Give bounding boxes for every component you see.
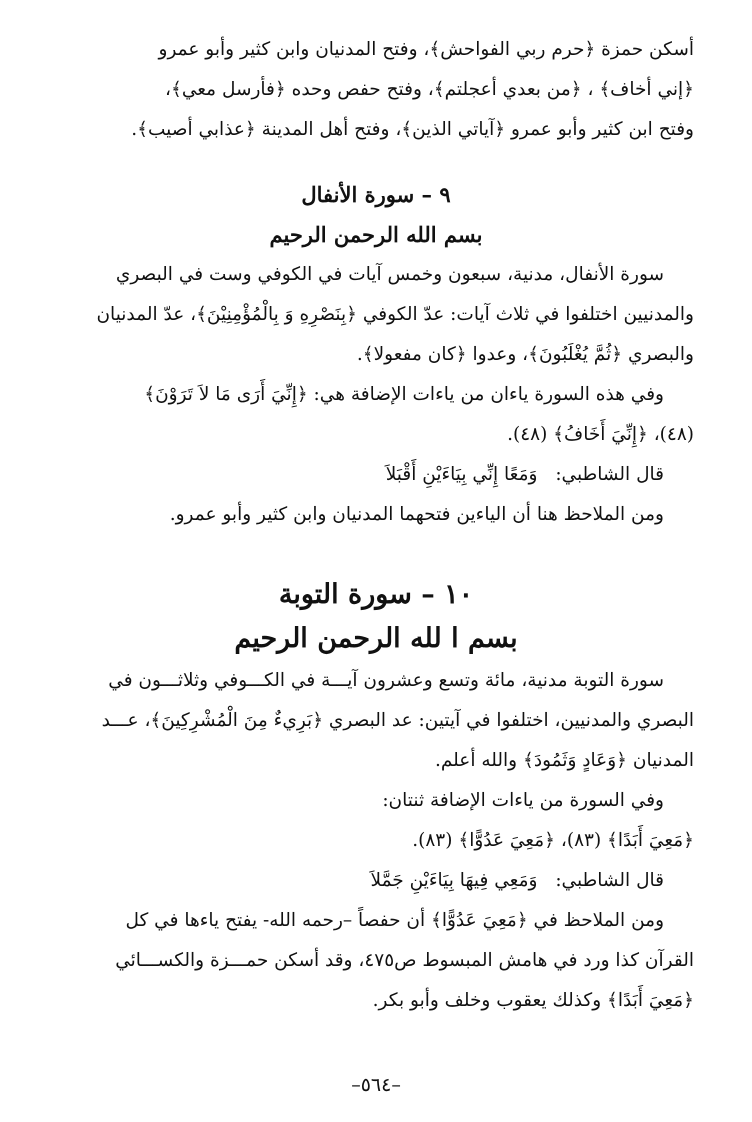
tawba-note xyxy=(58,901,694,1021)
intro-line: ﴿إني أخاف﴾ ، ﴿من بعدي أعجلتم﴾، وفتح حفص وحده ﴿فأرسل معي﴾، xyxy=(165,79,694,100)
tawba-line: البصري والمدنيين، اختلفوا في آيتين: عد البصري ﴿بَرِيءٌ مِنَ الْمُشْرِكِينَ﴾، عـــد xyxy=(101,710,694,731)
tawba-paragraph-1 xyxy=(58,661,694,781)
anfal-line: وفي هذه السورة ياءان من ياءات الإضافة هي: ﴿إِنِّيَ أَرَى مَا لاَ تَرَوْنَ﴾ xyxy=(144,384,664,405)
tawba-shatibi-quote xyxy=(58,861,694,901)
anfal-line: سورة الأنفال، مدنية، سبعون وخمس آيات في الكوفي وست في البصري xyxy=(115,264,664,285)
tawba-note-line: ﴿مَعِيَ أَبَدًا﴾ وكذلك يعقوب وخلف وأبو بكر. xyxy=(372,990,694,1011)
intro-line: أسكن حمزة ﴿حرم ربي الفواحش﴾، وفتح المدنيان وابن كثير وأبو عمرو xyxy=(158,39,694,60)
anfal-line: والبصري ﴿ثُمَّ يُغْلَبُونَ﴾، وعدوا ﴿كان مفعولا﴾. xyxy=(356,344,694,365)
shatibi-label: قال الشاطبي: xyxy=(555,870,664,891)
tawba-line: وفي السورة من ياءات الإضافة ثنتان: xyxy=(382,790,664,811)
intro-line: وفتح ابن كثير وأبو عمرو ﴿آياتي الذين﴾، وفتح أهل المدينة ﴿عذابي أصيب﴾. xyxy=(131,119,694,140)
tawba-line: سورة التوبة مدنية، مائة وتسع وعشرون آيـــة في الكـــوفي وثلاثـــون في xyxy=(108,670,664,691)
anfal-paragraph-1 xyxy=(58,255,694,375)
tawba-note-line: ومن الملاحظ في ﴿مَعِيَ عَدُوًّا﴾ أن حفصاً –رحمه الله- يفتح ياءها في كل xyxy=(125,910,664,931)
anfal-line: والمدنيين اختلفوا في ثلاث آيات: عدّ الكوفي ﴿بِنَصْرِهِ وَ بِالْمُؤْمِنِيْنَ﴾، عدّ المدنيان xyxy=(96,304,694,325)
tawba-paragraph-2 xyxy=(58,781,694,861)
anfal-title: ٩ – سورة الأنفال xyxy=(301,182,451,207)
anfal-paragraph-2 xyxy=(58,375,694,455)
tawba-note-line: القرآن كذا ورد في هامش المبسوط ص٤٧٥، وقد أسكن حمـــزة والكســـائي xyxy=(115,950,694,971)
tawba-line: ﴿مَعِيَ أَبَدًا﴾ (٨٣)، ﴿مَعِيَ عَدُوًّا﴾ (٨٣). xyxy=(412,830,694,851)
tawba-title: ١٠ – سورة التوبة xyxy=(278,579,474,610)
anfal-line: (٤٨)، ﴿إِنِّيَ أَخَافُ﴾ (٤٨). xyxy=(507,424,694,445)
tawba-basmala: بسم ا لله الرحمن الرحيم xyxy=(234,623,518,654)
anfal-basmala: بسم الله الرحمن الرحيم xyxy=(269,222,483,247)
shatibi-verse: وَمَعِي فِيهَا بِيَاءَيْنِ جَمَّلاَ xyxy=(370,870,538,891)
shatibi-label: قال الشاطبي: xyxy=(555,464,664,485)
tawba-line: المدنيان ﴿وَعَادٍ وَثَمُودَ﴾ والله أعلم. xyxy=(434,750,694,771)
intro-paragraph xyxy=(58,30,694,150)
anfal-note: ومن الملاحظ هنا أن الياءين فتحهما المدنيان وابن كثير وأبو عمرو. xyxy=(169,504,664,525)
page-number: –٥٦٤– xyxy=(351,1074,401,1096)
anfal-shatibi-quote xyxy=(58,455,694,495)
shatibi-verse: وَمَعًا إِنِّي بِيَاءَيْنِ أَقْبَلاَ xyxy=(385,464,538,485)
